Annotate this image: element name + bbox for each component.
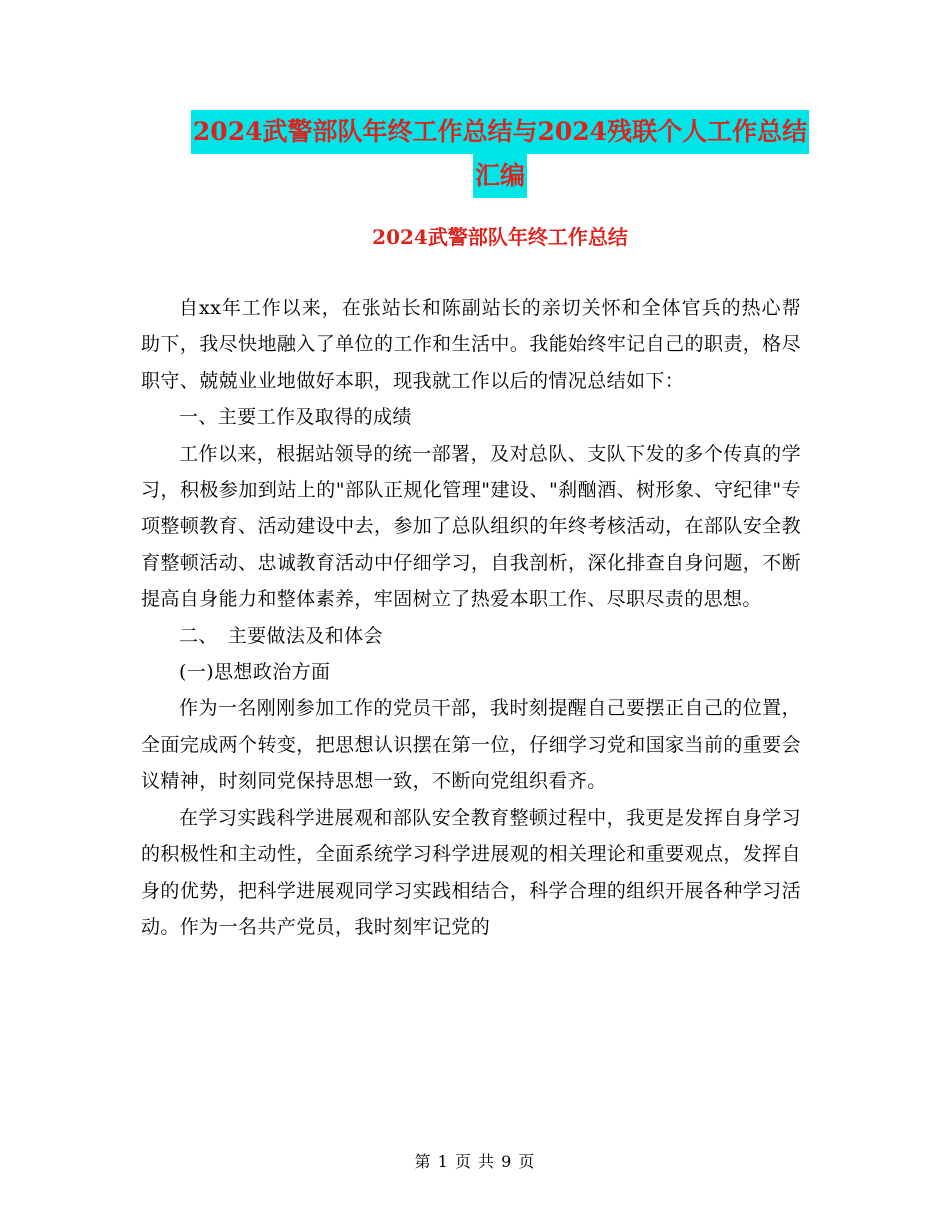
page-total: 9 bbox=[501, 1152, 513, 1171]
paragraph-work: 工作以来，根据站领导的统一部署，及对总队、支队下发的多个传真的学习，积极参加到站上的"部队正规化管理"建设、"刹酗酒、树形象、守纪律"专项整顿教育、活动建设中去，参加了总队组织的年终考核活动，在部队安全教育整顿活动、忠诚教育活动中仔细学习，自我剖析，深化排查自身问题，不断提高自身能力和整体素养，牢固树立了热爱本职工作、尽职尽责的思想。 bbox=[141, 442, 801, 611]
title-line-2: 汇编 bbox=[473, 154, 527, 198]
section-title: 2024武警部队年终工作总结 bbox=[372, 225, 628, 249]
paragraph-study: 在学习实践科学进展观和部队安全教育整顿过程中，我更是发挥自身学习的积极性和主动性，全面系统学习科学进展观的相关理论和重要观点，发挥自身的优势，把科学进展观同学习实践相结合，科学合理的组织开展各种学习活动。作为一名共产党员，我时刻牢记党的 bbox=[141, 806, 801, 938]
heading-political: (一)思想政治方面 bbox=[179, 661, 331, 684]
page-footer bbox=[0, 1150, 950, 1174]
document-body bbox=[141, 290, 801, 945]
document-title bbox=[140, 110, 860, 198]
footer-middle: 页 共 bbox=[454, 1152, 496, 1171]
heading-main-work: 一、主要工作及取得的成绩 bbox=[179, 406, 412, 429]
heading-practices: 二、 主要做法及和体会 bbox=[179, 624, 383, 647]
footer-prefix: 第 bbox=[414, 1152, 432, 1171]
footer-suffix: 页 bbox=[518, 1152, 536, 1171]
paragraph-political: 作为一名刚刚参加工作的党员干部，我时刻提醒自己要摆正自己的位置，全面完成两个转变，把思想认识摆在第一位，仔细学习党和国家当前的重要会议精神，时刻同党保持思想一致，不断向党组织看齐。 bbox=[141, 697, 801, 793]
page-number: 1 bbox=[437, 1152, 449, 1171]
title-line-1: 2024武警部队年终工作总结与2024残联个人工作总结 bbox=[191, 110, 809, 154]
paragraph-intro: 自xx年工作以来，在张站长和陈副站长的亲切关怀和全体官兵的热心帮助下，我尽快地融入了单位的工作和生活中。我能始终牢记自己的职责，格尽职守、兢兢业业地做好本职，现我就工作以后的情况总结如下： bbox=[141, 297, 801, 392]
